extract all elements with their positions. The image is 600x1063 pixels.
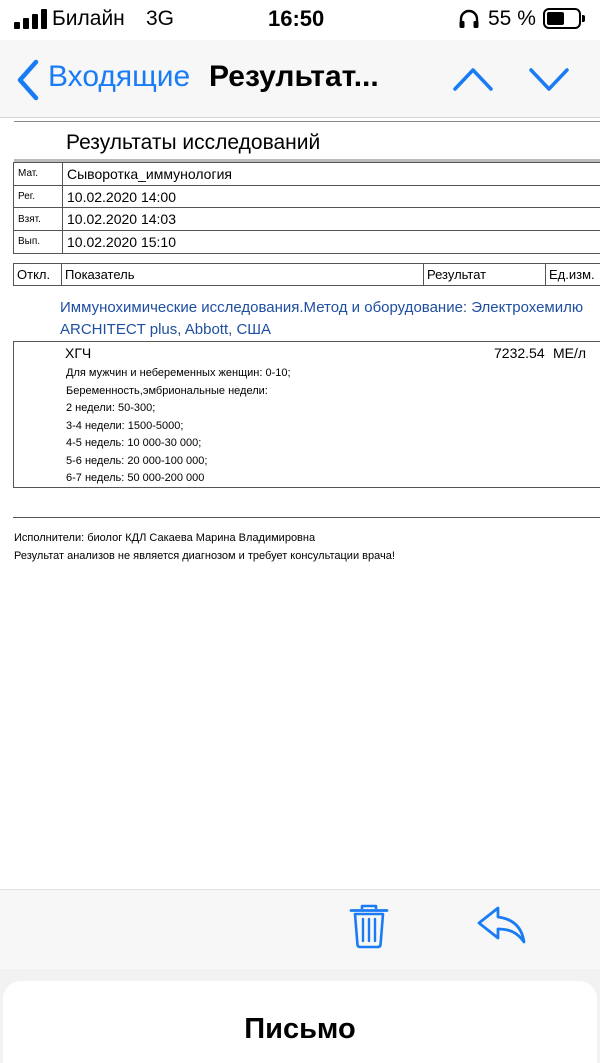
reference-line: Для мужчин и небеременных женщин: 0-10; — [66, 367, 291, 379]
divider — [14, 121, 600, 122]
table-row — [14, 231, 600, 254]
message-sheet[interactable] — [3, 981, 597, 1063]
result-name: ХГЧ — [65, 345, 92, 361]
sheet-title: Письмо — [244, 1013, 356, 1045]
reference-line: 4-5 недель: 10 000-30 000; — [66, 437, 202, 449]
meta-key: Взят. — [14, 208, 63, 231]
reply-icon[interactable] — [476, 904, 528, 946]
results-header-table — [13, 263, 600, 286]
reference-ranges — [66, 365, 291, 488]
navigation-bar — [0, 40, 600, 118]
back-chevron-icon[interactable] — [14, 58, 42, 102]
reference-line: Беременность,эмбриональные недели: — [66, 384, 268, 397]
next-message-icon[interactable] — [528, 64, 570, 94]
header-deviation: Откл. — [14, 264, 62, 286]
meta-value: Сыворотка_иммунология — [63, 163, 600, 186]
meta-value: 10.02.2020 15:10 — [63, 231, 600, 254]
document-title: Результаты исследований — [66, 131, 321, 154]
back-button[interactable]: Входящие — [48, 60, 191, 93]
battery-icon — [543, 8, 581, 29]
network-type: 3G — [146, 7, 175, 30]
section-heading-line: Иммунохимические исследования.Метод и оборудование: Электрохемилю — [60, 299, 584, 316]
previous-message-icon[interactable] — [452, 64, 494, 94]
table-row — [14, 208, 600, 231]
reference-line: 5-6 недель: 20 000-100 000; — [66, 454, 208, 467]
meta-key: Вып. — [14, 231, 63, 254]
meta-value: 10.02.2020 14:03 — [63, 208, 600, 231]
headphones-icon — [458, 9, 480, 29]
battery-percent: 55 % — [488, 7, 536, 30]
battery-fill — [547, 12, 564, 25]
document-footer — [14, 529, 395, 565]
table-header-row — [14, 264, 600, 286]
carrier-name: Билайн — [52, 7, 125, 30]
reference-line: 2 недели: 50-300; — [66, 402, 156, 414]
performers-text: Исполнители: биолог КДЛ Сакаева Марина Владимировна — [14, 532, 316, 544]
reference-line: 3-4 недели: 1500-5000; — [66, 419, 184, 432]
meta-key: Рег. — [14, 185, 63, 208]
sample-info-table — [13, 162, 600, 254]
meta-key: Мат. — [14, 163, 63, 186]
disclaimer-text: Результат анализов не является диагнозом и требует консультации врача! — [14, 550, 395, 562]
meta-value: 10.02.2020 14:00 — [63, 185, 600, 208]
header-unit: Ед.изм. — [546, 264, 600, 286]
status-bar — [0, 0, 600, 40]
table-row — [14, 185, 600, 208]
header-result: Результат — [424, 264, 546, 286]
result-row — [13, 341, 600, 488]
section-heading — [60, 297, 600, 341]
header-indicator: Показатель — [62, 264, 424, 286]
bottom-toolbar — [0, 889, 600, 969]
result-unit: МЕ/л — [553, 345, 587, 361]
result-value: 7232.54 — [494, 345, 545, 361]
section-heading-line: ARCHITECT plus, Abbott, США — [60, 321, 272, 338]
signal-strength-icon — [14, 9, 48, 29]
status-time: 16:50 — [268, 6, 325, 31]
trash-icon[interactable] — [347, 902, 391, 950]
message-body[interactable] — [0, 119, 600, 889]
reference-line: 6-7 недель: 50 000-200 000 — [66, 472, 205, 484]
table-row — [14, 163, 600, 186]
nav-title: Результат... — [209, 60, 379, 93]
divider — [13, 517, 600, 518]
